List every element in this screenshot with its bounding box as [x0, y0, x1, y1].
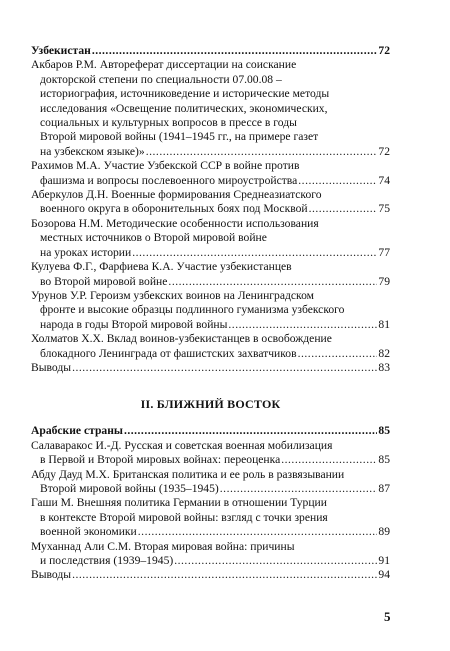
toc-entry-line — [31, 568, 390, 582]
toc-entry-text: военной экономики — [40, 525, 137, 539]
toc-entry-line — [31, 453, 390, 467]
toc-entry-line — [31, 87, 390, 101]
toc-entry-text: Выводы — [31, 360, 72, 374]
toc-entry-line — [31, 246, 390, 260]
toc-entry-line — [31, 496, 390, 510]
dot-leader — [220, 482, 378, 496]
toc-page-number: 85 — [378, 424, 390, 438]
toc-entry — [31, 217, 390, 260]
toc-entry-line — [31, 347, 390, 361]
toc-entry — [31, 260, 390, 289]
toc-entry-text: и последствия (1939–1945) — [40, 554, 174, 567]
toc-entry-line — [31, 332, 390, 346]
toc-entry-text: докторской степени по специальности 07.00.08 – — [40, 72, 282, 86]
toc-entry-text: в контексте Второй мировой войны: взгляд с точки зрения — [40, 510, 328, 524]
toc-entry-line — [31, 260, 390, 274]
toc-entry-text: историография, источниковедение и исторические методы — [40, 87, 330, 101]
toc-entry-text: Аберкулов Д.Н. Военные формирования Среднеазиатского — [31, 188, 322, 202]
toc-entry — [31, 44, 390, 58]
toc-entry-text: исследования «Освещение политических, экономических, — [40, 101, 328, 115]
dot-leader — [146, 145, 378, 159]
toc-entry — [31, 540, 390, 569]
dot-leader — [174, 554, 377, 568]
toc-page-number: 74 — [378, 173, 390, 187]
toc-page-number: 87 — [378, 481, 390, 495]
toc-entry-text: Холматов Х.Х. Вклад воинов-узбекистанцев в освобождение — [31, 332, 332, 346]
toc-entry — [31, 439, 390, 468]
toc-entry — [31, 496, 390, 539]
toc-entry-line — [31, 361, 390, 375]
dot-leader — [72, 361, 377, 375]
toc-page-number: 83 — [378, 360, 390, 374]
toc-page-number: 82 — [378, 346, 390, 360]
toc-entry-line — [31, 102, 390, 116]
dot-leader — [228, 318, 377, 332]
table-of-contents — [31, 44, 390, 583]
toc-entry-line — [31, 188, 390, 202]
toc-entry-line — [31, 303, 390, 317]
dot-leader — [309, 202, 378, 216]
toc-entry-text: Салаваракос И.-Д. Русская и советская военная мобилизация — [31, 438, 333, 452]
toc-entry-line — [31, 130, 390, 144]
toc-entry-line — [31, 439, 390, 453]
dot-leader — [124, 424, 377, 438]
toc-entry-text: Второй мировой войны (1941–1945 гг., на примере газет — [40, 130, 319, 144]
toc-entry-text: на уроках истории — [40, 245, 132, 259]
toc-entry-line — [31, 58, 390, 72]
toc-entry-line — [31, 468, 390, 482]
toc-page-number: 89 — [378, 525, 390, 539]
toc-entry-text: Акбаров Р.М. Автореферат диссертации на соискание — [31, 58, 297, 72]
toc-entry-line — [31, 511, 390, 525]
toc-entry-line — [31, 159, 390, 173]
dot-leader — [138, 525, 378, 539]
toc-entry — [31, 188, 390, 217]
toc-entry-text: народа в годы Второй мировой войны — [40, 317, 228, 331]
toc-entry — [31, 424, 390, 438]
toc-entry-text: фашизма и вопросы послевоенного мироустройства — [40, 173, 298, 187]
toc-entry-line — [31, 424, 390, 438]
toc-entry — [31, 289, 390, 332]
dot-leader — [92, 44, 378, 58]
toc-entry-line — [31, 525, 390, 539]
toc-entry-line — [31, 174, 390, 188]
toc-entry-text: местных источников о Второй мировой войне — [40, 231, 267, 245]
toc-entry — [31, 361, 390, 375]
dot-leader — [281, 453, 377, 467]
dot-leader — [298, 347, 378, 361]
toc-entry-text: Урунов У.Р. Героизм узбекских воинов на Ленинградском — [31, 288, 314, 302]
toc-entry — [31, 332, 390, 361]
toc-entry-text: Выводы — [31, 568, 72, 582]
toc-entry-text: Арабские страны — [31, 424, 123, 438]
toc-entry-line — [31, 540, 390, 554]
toc-entry — [31, 159, 390, 188]
toc-page-number: 79 — [378, 274, 390, 288]
toc-entry-line — [31, 318, 390, 332]
toc-entry — [31, 58, 390, 159]
toc-entry-text: на узбекском языке)» — [40, 144, 145, 158]
toc-entry-line — [31, 44, 390, 58]
toc-page-number: 85 — [378, 453, 390, 467]
toc-entry-text: блокадного Ленинграда от фашистских захватчиков — [40, 346, 297, 360]
dot-leader — [132, 246, 377, 260]
toc-entry-line — [31, 145, 390, 159]
toc-entry-text: Абду Дауд М.Х. Британская политика и ее роль в развязывании — [31, 467, 345, 481]
dot-leader — [72, 568, 377, 582]
toc-page-number: 94 — [378, 568, 390, 582]
toc-entry-line — [31, 202, 390, 216]
toc-entry-line — [31, 275, 390, 289]
toc-page-number: 75 — [378, 202, 390, 216]
toc-entry-text: Рахимов М.А. Участие Узбекской ССР в войне против — [31, 159, 300, 173]
toc-entry-line — [31, 482, 390, 496]
toc-page-number: 72 — [378, 44, 390, 57]
toc-entry-line — [31, 289, 390, 303]
page-number: 5 — [384, 609, 391, 624]
toc-section-uzbekistan — [31, 44, 390, 375]
toc-entry — [31, 468, 390, 497]
toc-entry-text: Кулуева Ф.Г., Фарфиева К.А. Участие узбекистанцев — [31, 260, 292, 274]
toc-section-middle-east — [31, 424, 390, 582]
toc-entry-line — [31, 217, 390, 231]
toc-entry-text: фронте и высокие образцы подлинного гуманизма узбекского — [40, 303, 345, 317]
dot-leader — [298, 174, 377, 188]
toc-entry-text: во Второй мировой войне — [40, 274, 168, 288]
toc-entry-line — [31, 554, 390, 568]
toc-page-number: 81 — [378, 317, 390, 331]
toc-entry-text: Муханнад Али С.М. Вторая мировая война: причины — [31, 539, 295, 553]
toc-entry-line — [31, 116, 390, 130]
toc-entry-text: Бозорова Н.М. Методические особенности использования — [31, 216, 319, 230]
dot-leader — [168, 275, 377, 289]
toc-entry-line — [31, 73, 390, 87]
toc-page-number: 77 — [378, 245, 390, 259]
toc-entry-text: Узбекистан — [31, 44, 91, 57]
toc-entry-text: Второй мировой войны (1935–1945) — [40, 481, 219, 495]
toc-entry-text: Гаши М. Внешняя политика Германии в отношении Турции — [31, 496, 327, 510]
toc-page-number: 91 — [378, 554, 390, 567]
toc-entry-text: социальных и культурных вопросов в прессе в годы — [40, 116, 297, 130]
toc-page-number: 72 — [378, 144, 390, 158]
toc-entry-line — [31, 231, 390, 245]
toc-entry — [31, 568, 390, 582]
toc-entry-text: военного округа в оборонительных боях под Москвой — [40, 202, 308, 216]
section-title: II. БЛИЖНИЙ ВОСТОК — [140, 397, 281, 412]
toc-entry-text: в Первой и Второй мировых войнах: переоценка — [40, 453, 281, 467]
